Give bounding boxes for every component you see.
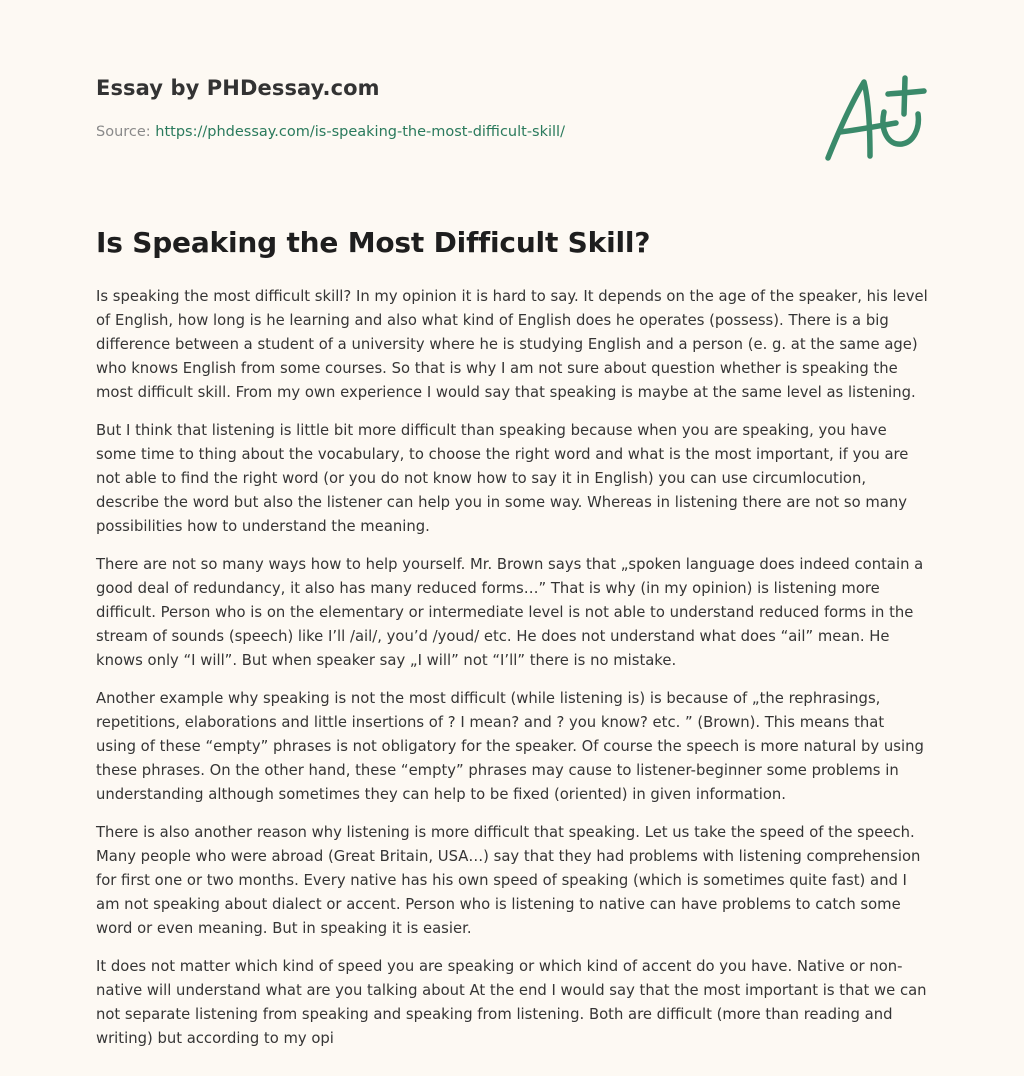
paragraph: It does not matter which kind of speed you are speaking or which kind of accent do you have. Native or non-native will understand what are you talking about At the end I would say that the most important is that we can not separate listening from speaking and speaking from listening. Both are difficult (more than reading and writing) but according to my opi: [96, 958, 927, 1047]
source-label: Source:: [96, 124, 156, 140]
paragraph: Is speaking the most difficult skill? In my opinion it is hard to say. It depends on the age of the speaker, his level of English, how long is he learning and also what kind of English does he operates (possess). There is a big difference between a student of a university where he is studying English and a person (e. g. at the same age) who knows English from some courses. So that is why I am not sure about question whether is speaking the most difficult skill. From my own experience I would say that speaking is maybe at the same level as listening.: [96, 288, 928, 401]
paragraph: There are not so many ways how to help yourself. Mr. Brown says that „spoken language does indeed contain a good deal of redundancy, it also has many reduced forms…” That is why (in my opinion) is listening more difficult. Person who is on the elementary or intermediate level is not able to understand reduced forms in the stream of sounds (speech) like I’ll /ail/, you’d /youd/ etc. He does not understand what does “ail” mean. He knows only “I will”. But when speaker say „I will” not “I’ll” there is no mistake.: [96, 556, 924, 669]
source-link[interactable]: https://phdessay.com/is-speaking-the-most-difficult-skill/: [155, 124, 565, 140]
a-plus-grade-icon: [818, 66, 930, 166]
essay-body: [96, 285, 928, 1065]
paragraph: But I think that listening is little bit more difficult than speaking because when you are speaking, you have some time to thing about the vocabulary, to choose the right word and what is the most important, if you are not able to find the right word (or you do not know how to say it in English) you can use circumlocution, describe the word but also the listener can help you in some way. Whereas in listening there are not so many possibilities how to understand the meaning.: [96, 422, 909, 535]
paragraph: There is also another reason why listening is more difficult that speaking. Let us take the speed of the speech. Many people who were abroad (Great Britain, USA…) say that they had problems with listening comprehension for first one or two months. Every native has his own speed of speaking (which is sometimes quite fast) and I am not speaking about dialect or accent. Person who is listening to native can have problems to catch some word or even meaning. But in speaking it is easier.: [96, 824, 921, 937]
paragraph: Another example why speaking is not the most difficult (while listening is) is because of „the rephrasings, repetitions, elaborations and little insertions of ? I mean? and ? you know? etc. ” (Brown). This means that using of these “empty” phrases is not obligatory for the speaker. Of course the speech is more natural by using these phrases. On the other hand, these “empty” phrases may cause to listener-beginner some problems in understanding although sometimes they can help to be fixed (oriented) in given information.: [96, 690, 924, 803]
site-brand: Essay by PHDessay.com: [96, 76, 380, 100]
source-line: [96, 124, 565, 140]
essay-title: Is Speaking the Most Difficult Skill?: [96, 226, 651, 259]
